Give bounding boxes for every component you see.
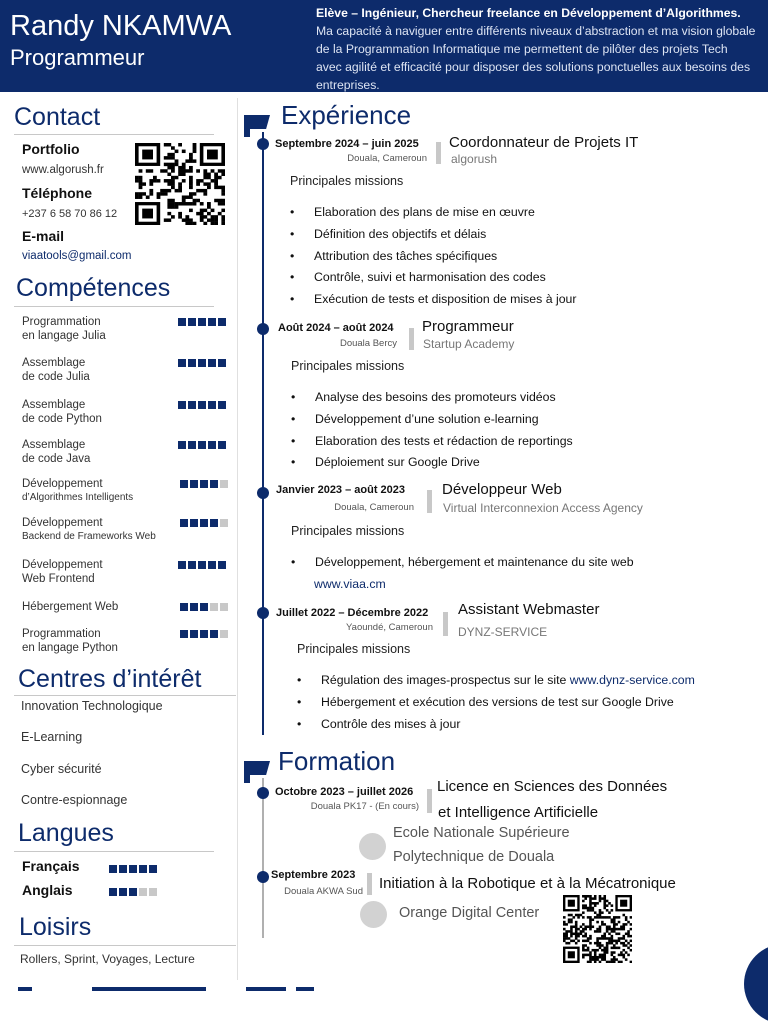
level-dot-filled [218,359,226,367]
skill-name: Assemblage [22,439,86,451]
summary-text: Ma capacité à naviguer entre différents niveaux d’abstraction et ma vision globale de la Programmation Informatique me permettent de pilôter des projets Tech avec agilité et efficacité pour disposer des solutions ponctuelles aux besoins des entreprises. [316,24,756,92]
job-separator [409,328,414,350]
interest-item: Contre-espionnage [21,793,128,807]
contact-rule [14,134,214,135]
skill-label [22,477,133,505]
skills-heading: Compétences [16,274,171,302]
skill-label [22,627,118,655]
mission-text: Régulation des images-prospectus sur le site [321,673,570,687]
mission-item: • Contrôle, suivi et harmonisation des codes [290,267,576,289]
level-dot-filled [208,561,216,569]
education-separator [427,789,432,813]
education-separator [367,873,372,895]
level-dot-filled [129,865,137,873]
skill-level [178,318,226,326]
missions-heading: Principales missions [291,359,405,373]
level-dot-filled [178,359,186,367]
skill-name: Développement [22,478,103,490]
degree-title: Licence en Sciences des Données [437,778,668,795]
footer-decoration [246,987,286,991]
hobbies-rule [14,945,236,946]
level-dot-filled [198,401,206,409]
level-dot-empty [220,603,228,611]
timeline-node [257,323,269,335]
level-dot-filled [178,318,186,326]
experience-flag-tail [244,129,250,137]
experience-heading: Expérience [281,100,412,130]
skill-name: Développement [22,559,103,571]
skill-label [22,438,90,466]
level-dot-empty [220,630,228,638]
mission-item: • Hébergement et exécution des versions de test sur Google Drive [297,692,695,714]
skill-label [22,558,103,586]
email-link[interactable]: viaatools@gmail.com [22,250,132,262]
skill-name: Développement [22,517,103,529]
hobbies-heading: Loisirs [19,913,92,941]
skill-name-continued: en langage Julia [22,330,106,342]
person-name: Randy NKAMWA [10,10,232,42]
skill-name: Assemblage [22,399,86,411]
level-dot-filled [188,318,196,326]
languages-heading: Langues [18,819,114,847]
mission-list [291,552,634,574]
language-level [109,865,157,873]
skill-level [178,401,226,409]
level-dot-filled [218,441,226,449]
skills-rule [14,306,214,307]
level-dot-filled [180,480,188,488]
column-divider [237,98,238,980]
level-dot-filled [178,401,186,409]
level-dot-filled [200,480,208,488]
level-dot-filled [119,865,127,873]
skill-name: Assemblage [22,357,86,369]
job-title: Programmeur [10,45,145,70]
level-dot-filled [200,603,208,611]
job-date: Août 2024 – août 2024 [278,322,394,334]
job-place: Douala Bercy [339,338,397,349]
level-dot-filled [198,441,206,449]
missions-heading: Principales missions [297,642,411,656]
job-place: Douala, Cameroun [334,502,414,513]
level-dot-filled [210,519,218,527]
level-dot-filled [180,630,188,638]
education-heading: Formation [278,746,396,776]
school-name: Orange Digital Center [399,905,540,921]
level-dot-filled [208,401,216,409]
level-dot-filled [188,359,196,367]
timeline-node [257,871,269,883]
skill-level [178,441,226,449]
experience-timeline [262,132,264,735]
level-dot-filled [129,888,137,896]
degree-title: Initiation à la Robotique et à la Mécatronique [379,875,676,892]
mission-list [290,202,576,311]
skill-level [180,603,228,611]
education-timeline [262,778,264,938]
hobbies-text: Rollers, Sprint, Voyages, Lecture [20,952,195,966]
timeline-node [257,787,269,799]
job-company: DYNZ-SERVICE [458,625,548,639]
mission-list [291,387,573,474]
mission-item: • Définition des objectifs et délais [290,224,576,246]
interest-item: Cyber sécurité [21,762,102,776]
skill-name-continued: de code Java [22,453,91,465]
level-dot-filled [190,630,198,638]
mission-item: • Elaboration des tests et rédaction de reportings [291,431,573,453]
missions-heading: Principales missions [291,524,405,538]
footer-decoration [296,987,314,991]
skill-name: Hébergement Web [22,601,119,613]
skill-name-continued: en langage Python [22,642,118,654]
phone-value: +237 6 58 70 86 12 [22,208,118,220]
level-dot-filled [218,561,226,569]
footer-decoration [92,987,206,991]
skill-name: Programmation [22,316,101,328]
portfolio-qr-code [135,143,225,225]
contact-heading: Contact [14,103,101,131]
mission-item: • Elaboration des plans de mise en œuvre [290,202,576,224]
experience-flag-icon [244,115,270,129]
job-separator [436,142,441,164]
level-dot-filled [190,519,198,527]
skill-level [178,359,226,367]
job-date: Juillet 2022 – Décembre 2022 [276,607,429,619]
timeline-node [257,138,269,150]
email-label: E-mail [22,228,65,244]
skill-level [180,630,228,638]
language-level [109,888,157,896]
skill-name-continued: de code Julia [22,371,90,383]
mission-item: • Exécution de tests et disposition de mises à jour [290,289,576,311]
mission-item: • Développement d’une solution e-learning [291,409,573,431]
level-dot-empty [220,519,228,527]
level-dot-filled [109,888,117,896]
summary-headline: Elève – Ingénieur, Chercheur freelance en Développement d’Algorithmes. [316,6,741,20]
missions-heading: Principales missions [290,174,404,188]
skill-label [22,315,106,343]
education-qr-code [563,895,632,963]
level-dot-filled [119,888,127,896]
mission-list [297,670,695,735]
level-dot-empty [139,888,147,896]
skill-name-continued: Web Frontend [22,573,95,585]
level-dot-filled [210,480,218,488]
education-date: Octobre 2023 – juillet 2026 [275,786,414,798]
level-dot-filled [210,630,218,638]
job-separator [443,612,448,636]
level-dot-empty [210,603,218,611]
interests-rule [14,695,236,696]
mission-item: • Contrôle des mises à jour [297,714,695,736]
level-dot-filled [149,865,157,873]
job-company: algorush [451,152,498,166]
level-dot-filled [218,318,226,326]
skill-label [22,356,90,384]
language-name: Français [22,858,80,874]
interest-item: E-Learning [21,730,83,744]
education-flag-tail [244,775,250,783]
footer-decoration [18,987,32,991]
timeline-node [257,487,269,499]
job-date: Septembre 2024 – juin 2025 [275,138,419,150]
skill-label [22,600,118,614]
corner-decoration [744,944,768,1024]
level-dot-filled [198,561,206,569]
job-date: Janvier 2023 – août 2023 [276,484,406,496]
level-dot-filled [218,401,226,409]
profile-summary [316,4,756,94]
education-place: Douala PK17 - (En cours) [310,801,419,812]
skill-level [178,561,226,569]
job-website-link[interactable]: www.viaa.cm [314,577,386,591]
education-place: Douala AKWA Sud [284,886,363,897]
skill-level [180,480,228,488]
level-dot-empty [220,480,228,488]
education-date: Septembre 2023 [271,869,356,881]
level-dot-filled [190,480,198,488]
language-name: Anglais [22,882,73,898]
level-dot-filled [198,359,206,367]
skill-name-continued: d’Algorithmes Intelligents [22,492,134,503]
skill-name: Programmation [22,628,101,640]
skill-label [22,516,156,544]
languages-rule [14,851,214,852]
skill-name-continued: de code Python [22,413,102,425]
level-dot-filled [208,318,216,326]
level-dot-filled [200,519,208,527]
job-company: Virtual Interconnexion Access Agency [443,501,643,515]
level-dot-filled [139,865,147,873]
level-dot-filled [188,561,196,569]
interests-heading: Centres d’intérêt [18,665,202,693]
level-dot-filled [109,865,117,873]
level-dot-filled [208,359,216,367]
school-name-continued: Polytechnique de Douala [393,849,555,865]
portfolio-label: Portfolio [22,141,80,157]
level-dot-filled [200,630,208,638]
level-dot-filled [180,603,188,611]
mission-item [297,670,695,692]
level-dot-filled [198,318,206,326]
level-dot-filled [180,519,188,527]
level-dot-filled [188,441,196,449]
job-role: Coordonnateur de Projets IT [449,134,639,151]
job-role: Programmeur [422,318,514,335]
timeline-node [257,607,269,619]
mission-item: • Attribution des tâches spécifiques [290,246,576,268]
level-dot-filled [190,603,198,611]
job-separator [427,490,432,513]
level-dot-filled [178,441,186,449]
mission-item: • Analyse des besoins des promoteurs vidéos [291,387,573,409]
school-logo-icon [359,833,386,860]
job-company: Startup Academy [423,337,515,351]
level-dot-filled [178,561,186,569]
level-dot-filled [208,441,216,449]
job-role: Développeur Web [442,481,562,498]
mission-item: • Déploiement sur Google Drive [291,452,573,474]
mission-website-link[interactable]: www.dynz-service.com [569,673,695,687]
skill-label [22,398,102,426]
degree-title-continued: et Intelligence Artificielle [438,804,599,821]
job-place: Yaoundé, Cameroun [346,622,433,633]
job-role: Assistant Webmaster [458,601,600,618]
phone-label: Téléphone [22,185,93,201]
skill-level [180,519,228,527]
education-flag-icon [244,761,270,775]
level-dot-empty [149,888,157,896]
skill-name-continued: Backend de Frameworks Web [22,531,156,542]
mission-item: • Développement, hébergement et maintenance du site web [291,552,634,574]
interest-item: Innovation Technologique [21,699,163,713]
school-logo-icon [360,901,387,928]
portfolio-link[interactable]: www.algorush.fr [22,164,104,176]
job-place: Douala, Cameroun [347,153,427,164]
level-dot-filled [188,401,196,409]
school-name: Ecole Nationale Supérieure [393,825,570,841]
